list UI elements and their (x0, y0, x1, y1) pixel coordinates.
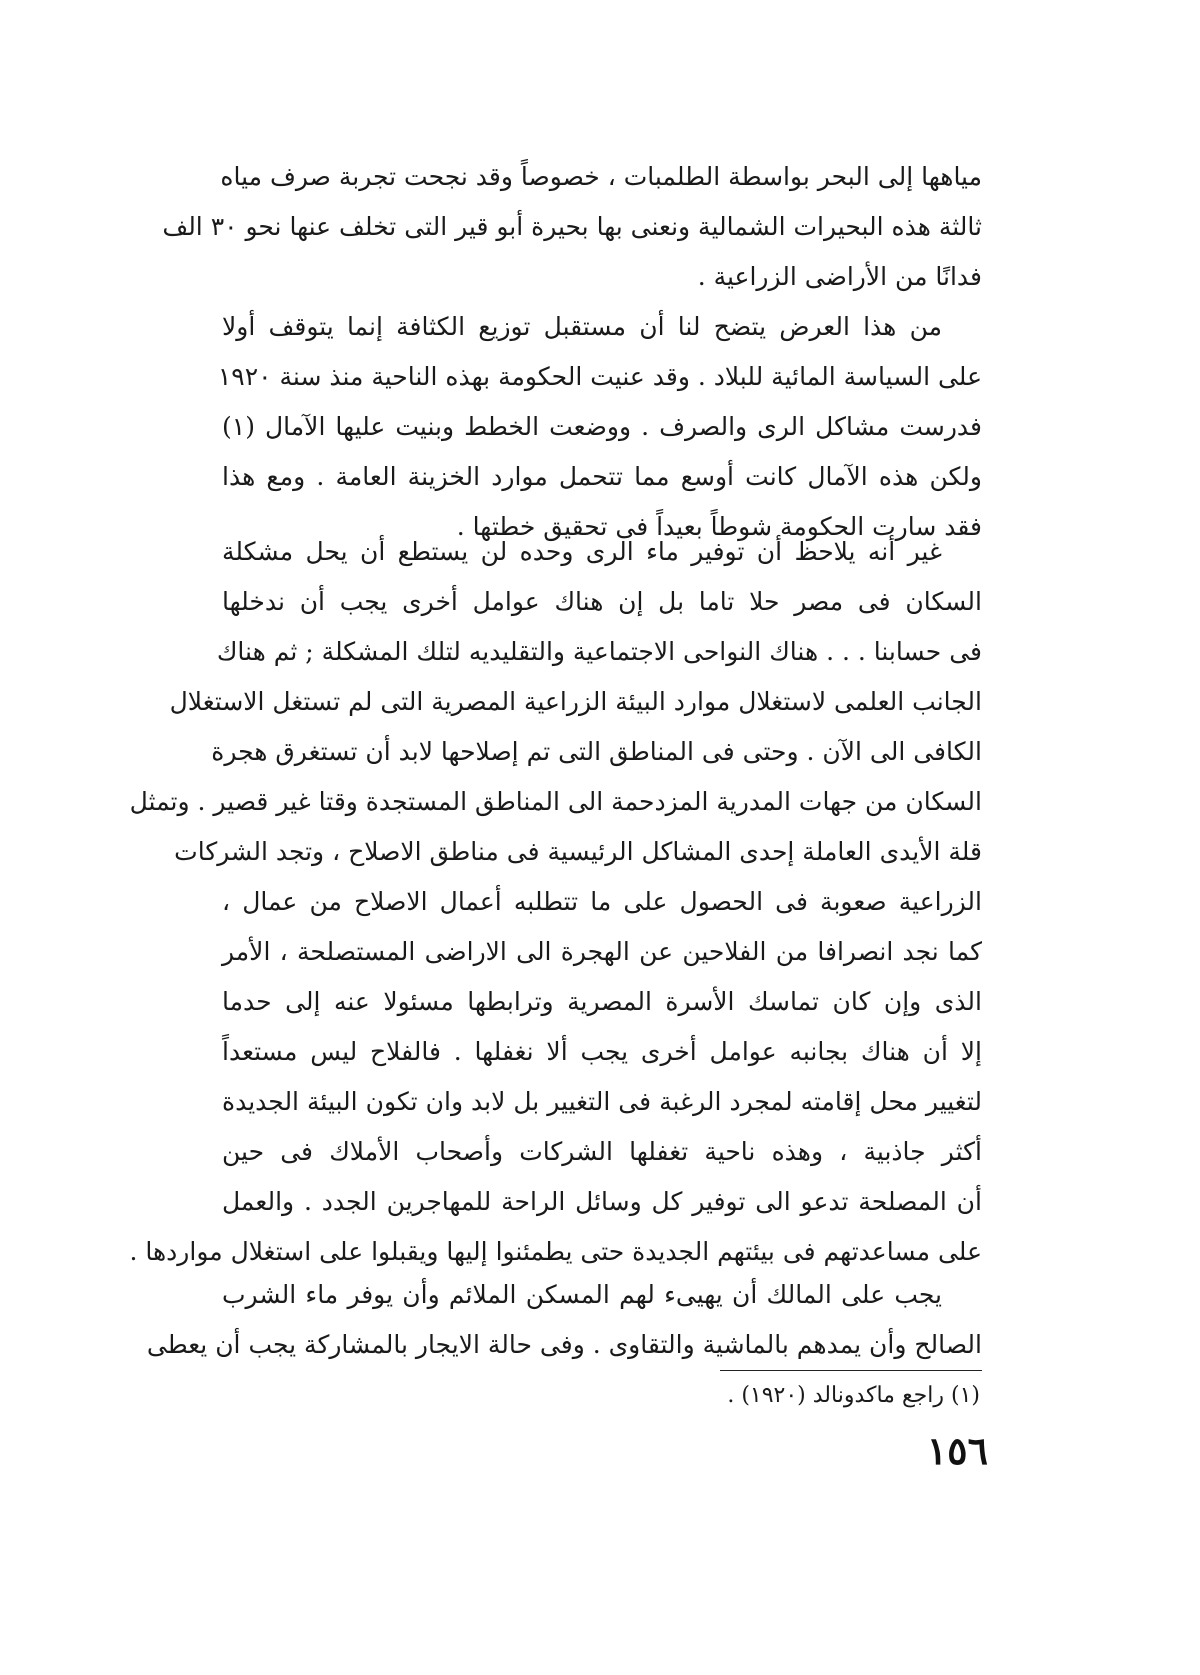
text-line: كما نجد انصرافا من الفلاحين عن الهجرة الى الاراضى المستصلحة ، الأمر (222, 937, 982, 966)
text-line: فقد سارت الحكومة شوطاً بعيداً فى تحقيق خطتها . (456, 512, 982, 541)
text-line: الصالح وأن يمدهم بالماشية والتقاوى . وفى حالة الايجار بالمشاركة يجب أن يعطى (146, 1330, 982, 1359)
paragraph-1 (162, 152, 982, 302)
text-line: السكان فى مصر حلا تاما بل إن هناك عوامل أخرى يجب أن ندخلها (222, 587, 982, 616)
paragraph-2 (217, 302, 982, 552)
text-line: ولكن هذه الآمال كانت أوسع مما تتحمل موارد الخزينة العامة . ومع هذا (222, 462, 982, 491)
text-line: الكافى الى الآن . وحتى فى المناطق التى تم إصلاحها لابد أن تستغرق هجرة (211, 737, 982, 766)
footnote: (١) راجع ماكدونالد (١٩٢٠) . (727, 1383, 980, 1408)
paragraph-4 (146, 1270, 982, 1370)
text-line: فدرست مشاكل الرى والصرف . ووضعت الخطط وبنيت عليها الآمال (١) (222, 412, 982, 441)
text-line: الذى وإن كان تماسك الأسرة المصرية وترابطها مسئولا عنه إلى حدما (222, 987, 982, 1016)
text-line: الزراعية صعوبة فى الحصول على ما تتطلبه أعمال الاصلاح من عمال ، (222, 887, 982, 916)
text-line: غير أنه يلاحظ أن توفير ماء الرى وحده لن يستطع أن يحل مشكلة (222, 537, 942, 566)
text-line: فدانًا من الأراضى الزراعية . (697, 262, 982, 291)
text-line: إلا أن هناك بجانبه عوامل أخرى يجب ألا نغفلها . فالفلاح ليس مستعداً (222, 1037, 982, 1066)
text-line: الجانب العلمى لاستغلال موارد البيئة الزراعية المصرية التى لم تستغل الاستغلال (169, 687, 982, 716)
text-line: يجب على المالك أن يهيىء لهم المسكن الملائم وأن يوفر ماء الشرب (222, 1280, 942, 1309)
text-line: السكان من جهات المدرية المزدحمة الى المناطق المستجدة وقتا غير قصير . وتمثل (129, 787, 982, 816)
paragraph-3 (129, 527, 982, 1277)
text-line: فى حسابنا . . . هناك النواحى الاجتماعية والتقليديه لتلك المشكلة ; ثم هناك (216, 637, 982, 666)
text-line: مياهها إلى البحر بواسطة الطلمبات ، خصوصاً وقد نجحت تجربة صرف مياه (220, 162, 982, 191)
text-line: على مساعدتهم فى بيئتهم الجديدة حتى يطمئنوا إليها ويقبلوا على استغلال مواردها . (129, 1237, 982, 1266)
text-line: أن المصلحة تدعو الى توفير كل وسائل الراحة للمهاجرين الجدد . والعمل (222, 1187, 982, 1216)
footnote-divider (720, 1370, 982, 1371)
text-line: ثالثة هذه البحيرات الشمالية ونعنى بها بحيرة أبو قير التى تخلف عنها نحو ٣٠ الف (162, 212, 982, 241)
text-line: على السياسة المائية للبلاد . وقد عنيت الحكومة بهذه الناحية منذ سنة ١٩٢٠ (217, 362, 982, 391)
page-number: ١٥٦ (926, 1428, 988, 1473)
text-line: لتغيير محل إقامته لمجرد الرغبة فى التغيير بل لابد وان تكون البيئة الجديدة (222, 1087, 982, 1116)
text-line: من هذا العرض يتضح لنا أن مستقبل توزيع الكثافة إنما يتوقف أولا (222, 312, 942, 341)
text-line: أكثر جاذبية ، وهذه ناحية تغفلها الشركات وأصحاب الأملاك فى حين (222, 1137, 982, 1166)
text-line: قلة الأيدى العاملة إحدى المشاكل الرئيسية فى مناطق الاصلاح ، وتجد الشركات (174, 837, 982, 866)
